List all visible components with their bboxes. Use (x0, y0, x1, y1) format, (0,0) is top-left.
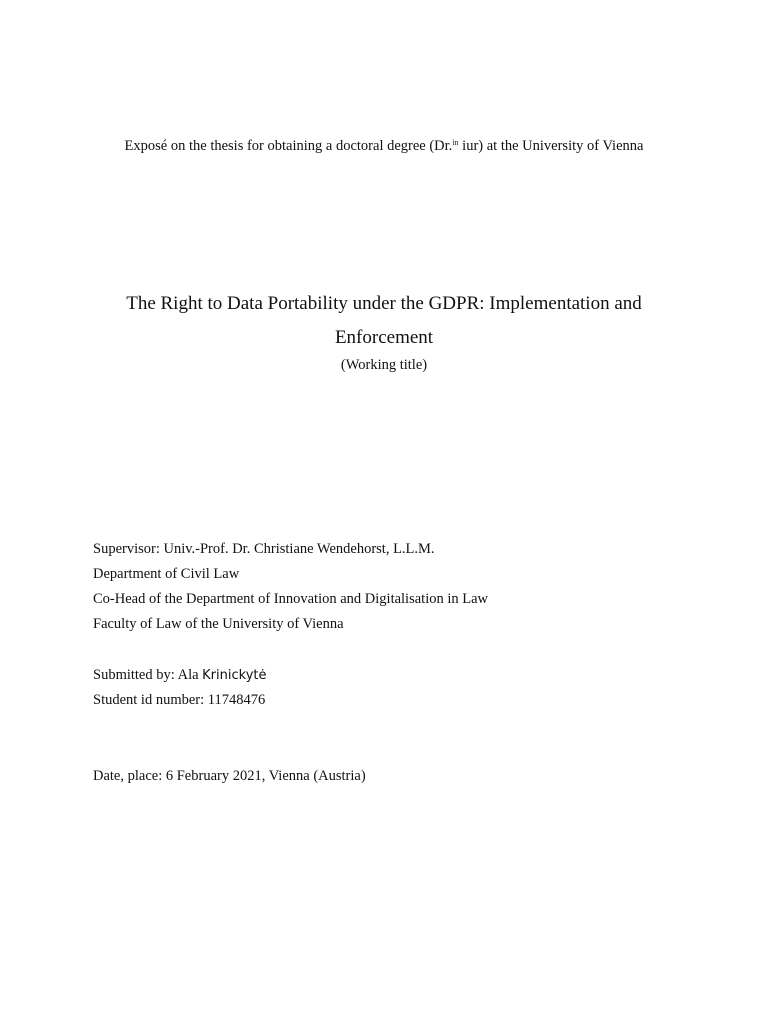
student-id-line: Student id number: 11748476 (93, 692, 266, 708)
supervisor-block (93, 537, 488, 637)
co-head-line: Co-Head of the Department of Innovation and Digitalisation in Law (93, 591, 489, 607)
faculty-line: Faculty of Law of the University of Vienna (93, 616, 344, 632)
supervisor-line: Supervisor: Univ.-Prof. Dr. Christiane Wendehorst, L.L.M. (93, 541, 435, 557)
intro-superscript: in (452, 138, 459, 147)
submitted-by-label: Submitted by: Ala (93, 667, 203, 683)
intro-text-before: Exposé on the thesis for obtaining a doctoral degree (Dr. (124, 138, 453, 154)
submitted-by-line (93, 663, 267, 688)
submitter-block (93, 663, 267, 713)
date-place-line: Date, place: 6 February 2021, Vienna (Austria) (93, 768, 366, 784)
department-line: Department of Civil Law (93, 566, 240, 582)
intro-line (0, 137, 768, 155)
thesis-title: The Right to Data Portability under the GDPR: Implementation and Enforcement (126, 293, 642, 348)
submitter-name: Krinickytė (202, 668, 267, 683)
working-title-note: (Working title) (340, 357, 428, 373)
intro-text-after: iur) at the University of Vienna (458, 138, 644, 154)
